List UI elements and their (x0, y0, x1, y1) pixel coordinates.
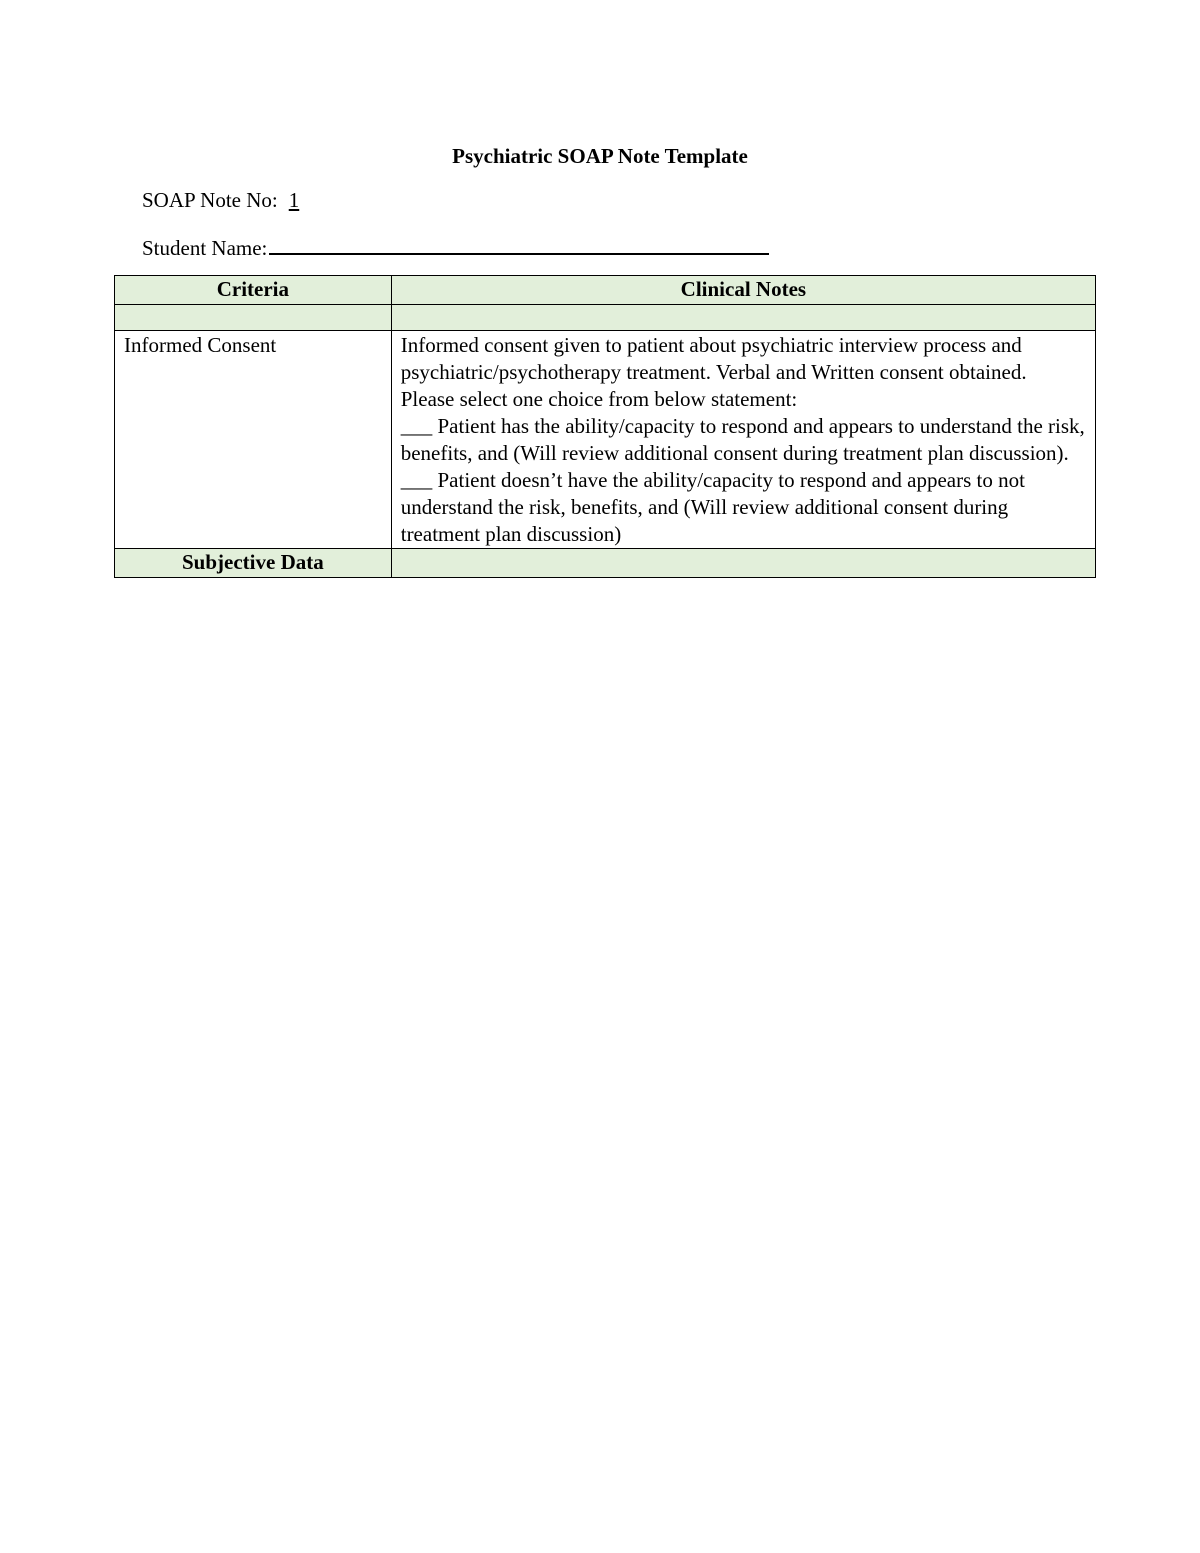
table-header-row (115, 276, 1096, 305)
table-row-subjective-data (115, 549, 1096, 578)
consent-option-has-capacity[interactable]: ___ Patient has the ability/capacity to respond and appears to understand the risk, benefits, and (Will review additional consent during treatment plan discussion). (400, 414, 1085, 465)
table-row-informed-consent (115, 331, 1096, 549)
consent-option-no-capacity[interactable]: ___ Patient doesn’t have the ability/capacity to respond and appears to not understand the risk, benefits, and (Will review additional consent during treatment plan discussion) (400, 468, 1025, 546)
consent-instruction: Please select one choice from below statement: (400, 387, 798, 411)
soap-note-number-line (142, 186, 302, 214)
notes-subjective-data[interactable] (391, 549, 1095, 578)
soap-note-number-value[interactable]: 1 (288, 188, 300, 212)
table-row-empty (115, 305, 1096, 331)
student-name-field[interactable] (269, 231, 769, 255)
criteria-informed-consent: Informed Consent (115, 331, 392, 549)
empty-notes-cell[interactable] (391, 305, 1095, 331)
student-name-line (142, 231, 769, 262)
student-name-label: Student Name: (142, 236, 268, 260)
soap-note-number-label: SOAP Note No: (142, 188, 278, 212)
criteria-subjective-data: Subjective Data (115, 549, 392, 578)
consent-statement: Informed consent given to patient about psychiatric interview process and psychiatric/psychotherapy treatment. Verbal and Written consent obtained. (400, 333, 1027, 384)
empty-criteria-cell[interactable] (115, 305, 392, 331)
column-header-clinical-notes: Clinical Notes (391, 276, 1095, 305)
column-header-criteria: Criteria (115, 276, 392, 305)
soap-note-table (114, 275, 1096, 578)
notes-informed-consent[interactable] (391, 331, 1095, 549)
page-title: Psychiatric SOAP Note Template (452, 144, 748, 168)
